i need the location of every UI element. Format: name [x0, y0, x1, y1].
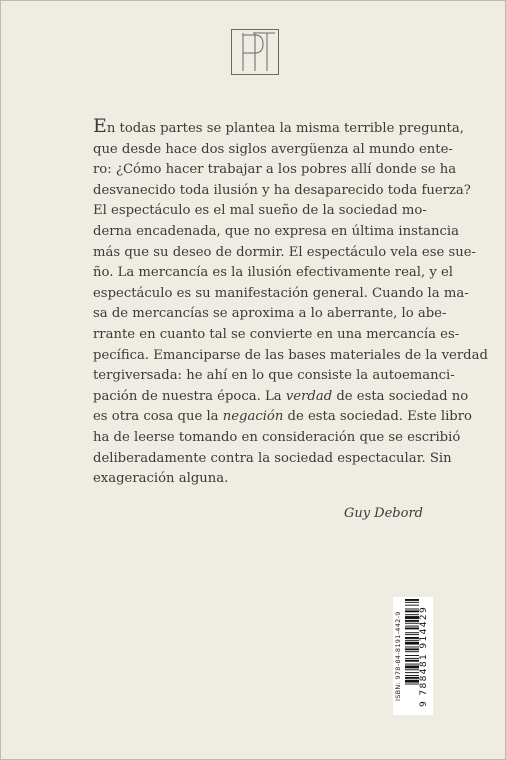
barcode-bar	[405, 602, 419, 603]
barcode-bar	[405, 616, 419, 619]
barcode-bar	[405, 651, 419, 652]
back-cover-blurb	[93, 115, 488, 490]
barcode-bar	[405, 628, 419, 630]
blurb-line: que desde hace dos siglos avergüenza al mundo ente-	[93, 141, 453, 157]
barcode-bar	[405, 669, 419, 670]
isbn-text: ISBN: 978-84-8191-442-9	[394, 611, 402, 701]
barcode-bar	[405, 672, 419, 673]
barcode-bar	[405, 605, 419, 606]
blurb-line: pecífica. Emanciparse de las bases materiales de la verdad	[93, 347, 488, 363]
barcode-bar	[405, 680, 419, 683]
author-signature: Guy Debord	[343, 506, 423, 521]
barcode-bar	[405, 610, 419, 612]
blurb-line: ha de leerse tomando en consideración que se escribió	[93, 429, 461, 445]
blurb-line: exageración alguna.	[93, 471, 229, 487]
barcode-bar	[405, 666, 419, 669]
barcode-bar	[405, 599, 419, 601]
blurb-line: espectáculo es su manifestación general. Cuando la ma-	[93, 285, 469, 301]
barcode-bar	[405, 655, 419, 656]
ean-digits: 9 788481 914429	[419, 597, 433, 715]
barcode-bar	[405, 664, 419, 665]
barcode-bar	[405, 626, 419, 627]
blurb-line: En todas partes se plantea la misma terrible pregunta,	[93, 115, 464, 137]
blurb-line: más que su deseo de dormir. El espectáculo vela ese sue-	[93, 244, 476, 260]
drop-cap: E	[93, 115, 107, 137]
blurb-line: deliberadamente contra la sociedad espectacular. Sin	[93, 450, 452, 466]
blurb-line: ño. La mercancía es la ilusión efectivamente real, y el	[93, 265, 454, 281]
italic-word: negación	[222, 409, 284, 425]
barcode-bar	[405, 634, 419, 635]
barcode-bar	[405, 658, 419, 659]
barcode-bar	[405, 609, 419, 610]
barcode-bar	[405, 620, 419, 622]
blurb-line: El espectáculo es el mal sueño de la sociedad mo-	[93, 203, 427, 219]
barcode-bar	[405, 684, 419, 685]
barcode-bar	[405, 642, 419, 645]
barcode-bar	[405, 637, 419, 639]
blurb-line: es otra cosa que la negación de esta sociedad. Este libro	[93, 409, 472, 425]
barcode-bar	[405, 614, 419, 615]
italic-word: verdad	[285, 388, 333, 404]
barcode-bar	[405, 640, 419, 641]
barcode-bar	[405, 647, 419, 648]
publisher-monogram-icon	[231, 29, 279, 75]
blurb-line: ro: ¿Cómo hacer trabajar a los pobres allí donde se ha	[93, 162, 457, 178]
blurb-line: derna encadenada, que no expresa en última instancia	[93, 223, 459, 239]
blurb-line: sa de mercancías se aproxima a lo aberrante, lo abe-	[93, 306, 447, 322]
barcode-bar	[405, 623, 419, 624]
barcode-bar	[405, 677, 419, 679]
blurb-line: rrante en cuanto tal se convierte en una mercancía es-	[93, 326, 460, 342]
barcode-bar	[405, 648, 419, 650]
barcode-bar	[405, 660, 419, 662]
blurb-line: desvanecido toda ilusión y ha desaparecido toda fuerza?	[93, 182, 471, 198]
barcode-bar	[405, 632, 419, 633]
blurb-line: tergiversada: he ahí en lo que consiste la autoemanci-	[93, 368, 455, 384]
barcode-bar	[405, 675, 419, 676]
blurb-line: pación de nuestra época. La verdad de esta sociedad no	[93, 388, 469, 404]
